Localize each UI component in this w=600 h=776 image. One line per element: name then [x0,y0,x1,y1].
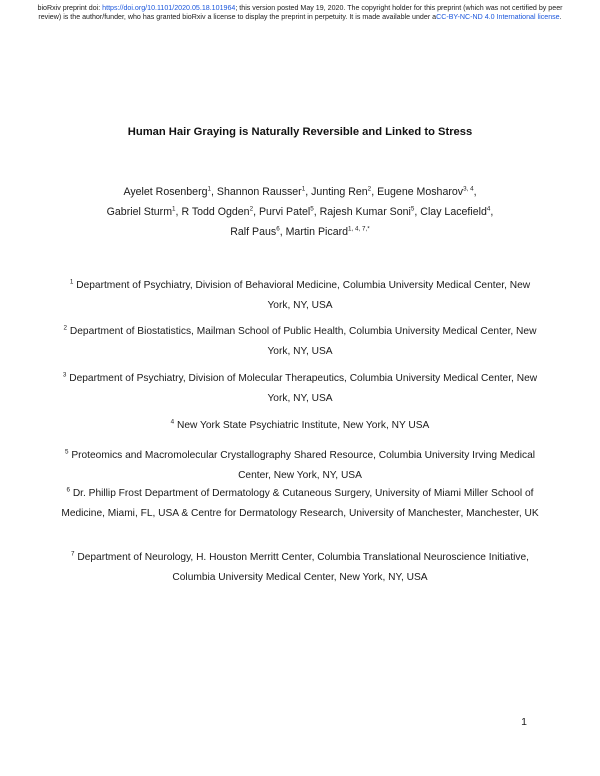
preprint-suffix: . [559,13,562,22]
affiliation [60,484,540,523]
author: R Todd Ogden$^2$, [181,205,259,218]
affiliation-text: Dr. Phillip Frost Department of Dermatology & Cutaneous Surgery, University of Miami Miller School of Medicine, Miami, FL, USA & Centre for Dermatology Research, University of Manchester, Manchester, UK [61,488,539,519]
affiliation-number: 1 [69,278,74,286]
affiliation-text: New York State Psychiatric Institute, New York, NY USA [177,420,430,431]
affiliation-text: Department of Biostatistics, Mailman School of Public Health, Columbia University Medical Center, New York, NY, USA [69,326,537,357]
affiliation [60,446,540,485]
affiliation-text: Department of Neurology, H. Houston Merritt Center, Columbia Translational Neuroscience Initiative, Columbia University Medical Center, New York, NY, USA [77,552,530,583]
author-affiliation-mark: 5 [310,205,314,213]
affiliation-number: 4 [170,418,175,426]
affiliation-number: 5 [64,448,69,456]
author-name: R Todd Ogden [181,206,250,218]
author-affiliation-mark: 1 [172,205,176,213]
affiliation [60,369,540,408]
author-affiliation-mark: 2 [249,205,254,213]
affiliation-number: 2 [63,324,68,332]
affiliation [60,548,540,587]
author-name: Junting Ren [311,186,368,198]
author-name: Clay Lacefield [420,206,487,218]
author-name: Ayelet Rosenberg [123,186,208,198]
author-list [40,182,560,242]
author-affiliation-mark: 4 [486,205,491,213]
author-name: Martin Picard [285,226,349,238]
author-affiliation-mark: 1 [207,185,212,193]
affiliation [60,322,540,361]
author: Ayelet Rosenberg$^1$, [123,185,217,198]
author-name: Eugene Mosharov [377,186,464,198]
page-number: 1 [521,716,527,728]
affiliation-number: 3 [62,371,67,379]
affiliation [60,276,540,315]
preprint-middle: ; this version posted May 19, 2020. The copyright holder for this preprint (which was not certified by peer review) is the author/funder, who has granted bioRxiv a license to display the preprint in perpetuity. It is made available under a [38,4,563,22]
author: Junting Ren$^2$, [311,185,378,198]
author: Eugene Mosharov$^{3, 4}$, [377,185,477,198]
affiliation-number: 7 [70,550,75,558]
author-affiliation-mark: 1 [301,185,306,193]
paper-title: Human Hair Graying is Naturally Reversible and Linked to Stress [127,126,473,138]
author-name: Purvi Patel [258,206,311,218]
preprint-notice [30,4,570,23]
author-name: Rajesh Kumar Soni [319,206,411,218]
affiliation-number: 6 [66,486,70,494]
author: Rajesh Kumar Soni$^5$, [319,205,421,218]
preprint-prefix: bioRxiv preprint doi: [37,4,103,12]
affiliation [60,416,540,436]
affiliation-text: Proteomics and Macromolecular Crystallography Shared Resource, Columbia University Irving Medical Center, New York, NY, USA [71,450,536,481]
author: Shannon Rausser$^1$, [216,185,312,198]
author-affiliation-mark: 5 [410,205,415,213]
affiliation-text: Department of Psychiatry, Division of Molecular Therapeutics, Columbia University Medical Center, New York, NY, USA [69,373,538,404]
doi-link[interactable]: https://doi.org/10.1101/2020.05.18.101964 [102,4,236,12]
license-link[interactable]: CC-BY-NC-ND 4.0 International license [436,13,560,22]
author: Purvi Patel$^5$, [258,205,320,218]
author-name: Shannon Rausser [216,186,302,198]
author-affiliation-mark: 6 [276,225,280,233]
author [286,226,370,238]
author-affiliation-mark: 1, 4, 7,* [348,225,370,233]
author-affiliation-mark: 3, 4 [463,185,474,193]
author: Gabriel Sturm$^1$, [106,205,182,218]
author-name: Ralf Paus [230,226,277,238]
affiliation-text: Department of Psychiatry, Division of Behavioral Medicine, Columbia University Medical Center, New York, NY, USA [76,280,531,311]
author: Clay Lacefield$^4$, [420,205,494,218]
author: Ralf Paus$^6$, [230,225,286,238]
author-affiliation-mark: 2 [367,185,372,193]
author-name: Gabriel Sturm [106,206,173,218]
